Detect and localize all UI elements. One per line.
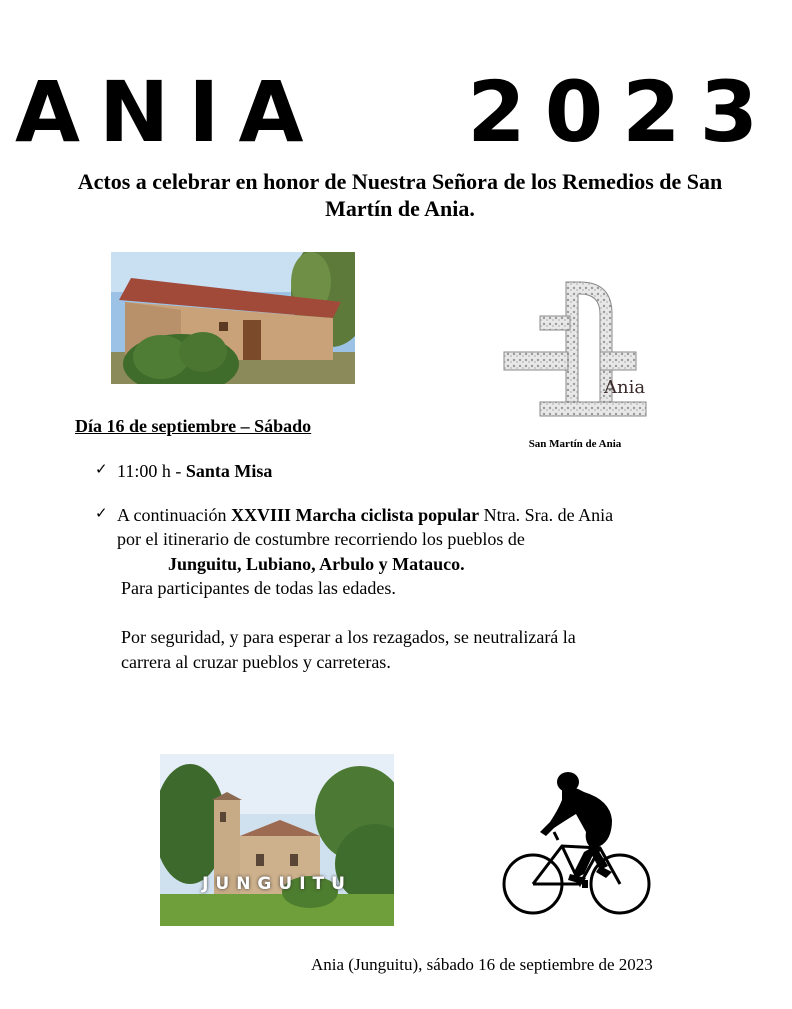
ania-logo xyxy=(500,280,650,430)
check-icon: ✓ xyxy=(95,460,108,478)
safety-note-line2: carrera al cruzar pueblos y carreteras. xyxy=(121,652,391,672)
safety-note-line1: Por seguridad, y para esperar a los rezagados, se neutralizará la xyxy=(121,627,576,647)
junguitu-photo xyxy=(160,754,394,926)
list-item xyxy=(117,459,272,483)
chapel-photo xyxy=(111,252,355,384)
logo-text: Ania xyxy=(604,377,646,398)
item-villages: Junguitu, Lubiano, Arbulo y Matauco. xyxy=(168,554,465,574)
page-title: ANIA 2023 xyxy=(14,63,778,161)
list-item xyxy=(117,503,613,527)
photo-label: JUNGUITU xyxy=(202,874,352,894)
date-heading: Día 16 de septiembre – Sábado xyxy=(75,416,312,436)
item-route: por el itinerario de costumbre recorriendo los pueblos de xyxy=(117,529,525,549)
footer-text: Ania (Junguitu), sábado 16 de septiembre de 2023 xyxy=(311,955,653,974)
item-name: Santa Misa xyxy=(185,461,273,481)
item-time: 11:00 h - xyxy=(117,461,186,481)
check-icon: ✓ xyxy=(95,504,108,522)
item-rest: Ntra. Sra. de Ania xyxy=(479,505,614,525)
subtitle: Actos a celebrar en honor de Nuestra Señora de los Remedios de San Martín de Ania. xyxy=(77,169,723,221)
item-event: XXVIII Marcha ciclista popular xyxy=(230,505,480,525)
item-participants: Para participantes de todas las edades. xyxy=(121,578,396,598)
item-lead: A continuación xyxy=(117,505,231,525)
cyclist-icon xyxy=(500,770,655,922)
logo-caption: San Martín de Ania xyxy=(528,438,622,450)
